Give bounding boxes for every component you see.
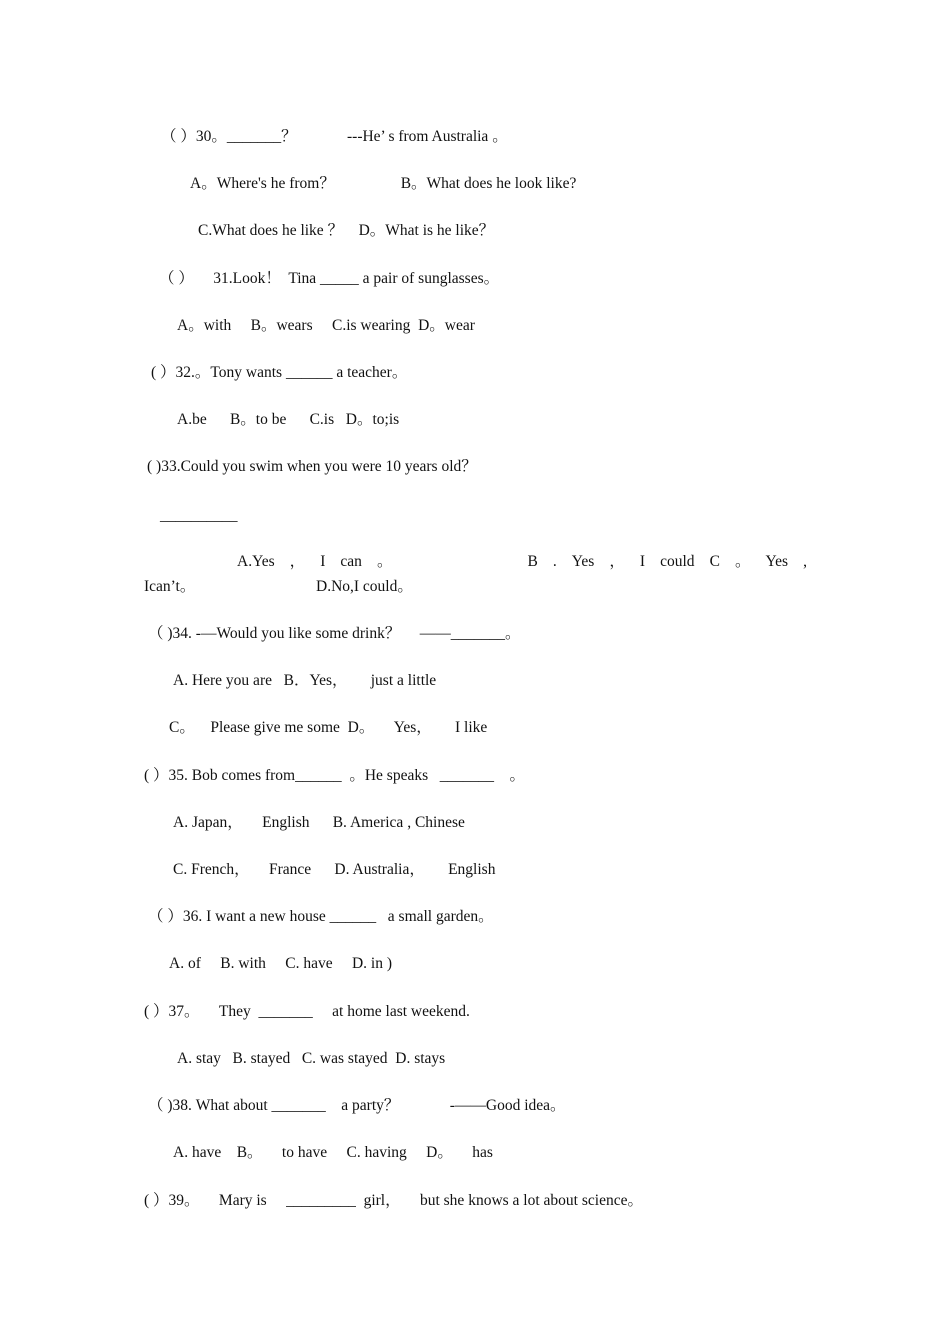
question-36-options: A. of B. with C. have D. in ) <box>169 955 393 972</box>
question-33-options-row-2a: Ican’t。 <box>144 578 196 595</box>
question-31-options: A。with B。wears C.is wearing D。wear <box>177 317 475 334</box>
question-32-options: A.be B。to be C.is D。to;is <box>177 411 400 428</box>
question-37-options: A. stay B. stayed C. was stayed D. stays <box>177 1050 446 1067</box>
question-33-answer-blank: __________ <box>160 507 238 524</box>
q33-token: ， <box>289 553 306 570</box>
q33-token: B <box>527 553 538 570</box>
question-35-options-row-1: A. Japan， English B. America , Chinese <box>173 814 465 831</box>
q33-token: 。 <box>376 553 393 570</box>
question-38-stem: （ )38. What about _______ a party？ -——Good idea。 <box>148 1097 566 1114</box>
question-32-stem: ( ）32.。Tony wants ______ a teacher。 <box>151 364 408 381</box>
q33-token: C <box>709 553 720 570</box>
question-35-options-row-2: C. French， France D. Australia， English <box>173 861 496 878</box>
q33-token: A.Yes <box>237 553 275 570</box>
q33-token: could <box>660 553 695 570</box>
question-30-options-row-2: C.What does he like ？ D。What is he like？ <box>198 222 495 239</box>
question-35-stem: ( ）35. Bob comes from______ 。He speaks _______ 。 <box>144 767 525 784</box>
question-34-options-row-1: A. Here you are B．Yes， just a little <box>173 672 437 689</box>
q33-token: I <box>639 553 646 570</box>
question-39-stem: ( ）39。 Mary is _________ girl， but she knows a lot about science。 <box>144 1192 643 1209</box>
question-37-stem: ( ）37。 They _______ at home last weekend. <box>144 1003 470 1020</box>
q33-token: Yes <box>571 553 595 570</box>
q33-token: can <box>340 553 362 570</box>
question-33-stem: ( )33.Could you swim when you were 10 years old？ <box>147 458 477 475</box>
q33-token: . <box>552 553 557 570</box>
q33-token: 。 <box>734 553 751 570</box>
q33-token: I <box>320 553 326 570</box>
question-30-options-row-1: A。Where's he from？ B。What does he look like? <box>190 175 577 192</box>
question-34-stem: （ )34. -—Would you like some drink？ ——_______。 <box>148 625 521 642</box>
q33-token: Yes <box>765 553 789 570</box>
question-36-stem: （ ）36. I want a new house ______ a small garden。 <box>148 908 494 925</box>
q33-token: , <box>803 553 807 570</box>
question-30-stem: （ ）30。_______？ ---He’ s from Australia 。 <box>161 128 508 145</box>
question-38-options: A. have B。 to have C. having D。 has <box>173 1144 493 1161</box>
q33-token: ， <box>609 553 625 570</box>
question-31-stem: （ ） 31.Look！ Tina _____ a pair of sunglasses。 <box>159 270 500 287</box>
question-34-options-row-2: C。 Please give me some D。 Yes， I like <box>169 719 488 736</box>
question-33-options-row-2b: D.No,I could。 <box>316 578 413 595</box>
question-33-options-row-1 <box>237 552 807 572</box>
